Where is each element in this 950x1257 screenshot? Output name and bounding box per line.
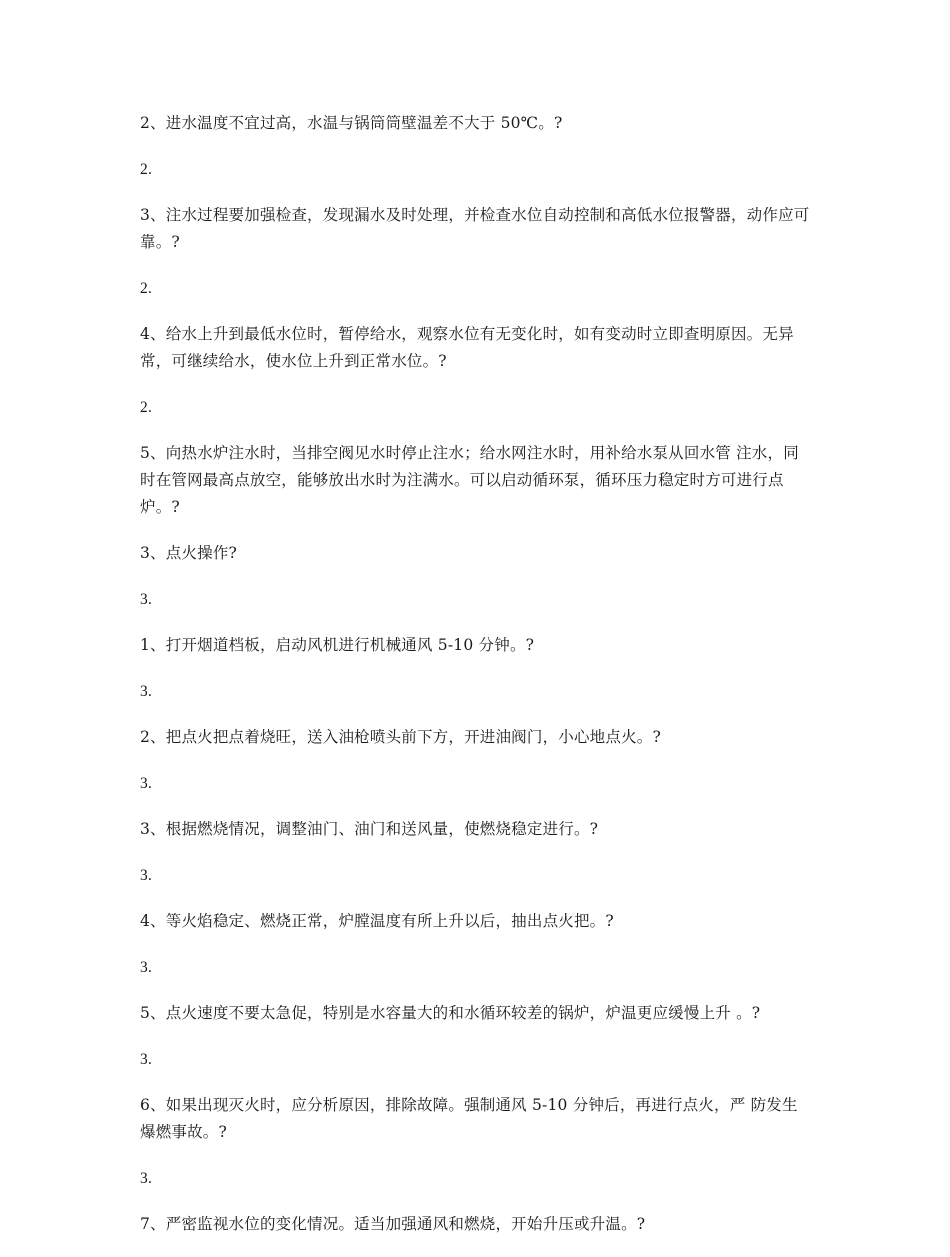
paragraph-number: 3.	[140, 1051, 153, 1068]
paragraph-number: 3.	[140, 683, 153, 700]
paragraph-number: 2.	[140, 399, 153, 416]
document-body	[140, 110, 812, 1257]
paragraph: 3、注水过程要加强检查，发现漏水及时处理，并检查水位自动控制和高低水位报警器，动作应可靠。?	[140, 206, 810, 251]
paragraph: 4、给水上升到最低水位时，暂停给水，观察水位有无变化时，如有变动时立即查明原因。无异常，可继续给水，使水位上升到正常水位。?	[140, 325, 794, 370]
paragraph-number: 3.	[140, 591, 153, 608]
paragraph-number: 2.	[140, 161, 153, 178]
paragraph-number: 3.	[140, 775, 153, 792]
paragraph: 2、进水温度不宜过高，水温与锅筒筒壁温差不大于 50℃。?	[140, 114, 563, 132]
paragraph-number: 3.	[140, 959, 153, 976]
paragraph-number: 3.	[140, 1170, 153, 1187]
section-heading: 3、点火操作?	[140, 544, 238, 562]
paragraph-number: 2.	[140, 280, 153, 297]
paragraph: 3、根据燃烧情况，调整油门、油门和送风量，使燃烧稳定进行。?	[140, 820, 599, 838]
paragraph-number: 3.	[140, 867, 153, 884]
paragraph: 1、打开烟道档板，启动风机进行机械通风 5-10 分钟。?	[140, 636, 535, 654]
paragraph: 6、如果出现灭火时，应分析原因，排除故障。强制通风 5-10 分钟后，再进行点火，严 防发生爆燃事故。?	[140, 1096, 798, 1141]
paragraph: 4、等火焰稳定、燃烧正常，炉膛温度有所上升以后，抽出点火把。?	[140, 912, 614, 930]
paragraph: 7、严密监视水位的变化情况。适当加强通风和燃烧，开始升压或升温。?	[140, 1215, 646, 1233]
paragraph: 5、向热水炉注水时，当排空阀见水时停止注水；给水网注水时，用补给水泵从回水管 注水，同时在管网最高点放空，能够放出水时为注满水。可以启动循环泵，循环压力稳定时方可进行点炉。?	[140, 444, 799, 516]
paragraph: 2、把点火把点着烧旺，送入油枪喷头前下方，开进油阀门，小心地点火。?	[140, 728, 661, 746]
paragraph: 5、点火速度不要太急促，特别是水容量大的和水循环较差的锅炉，炉温更应缓慢上升 。?	[140, 1004, 761, 1022]
